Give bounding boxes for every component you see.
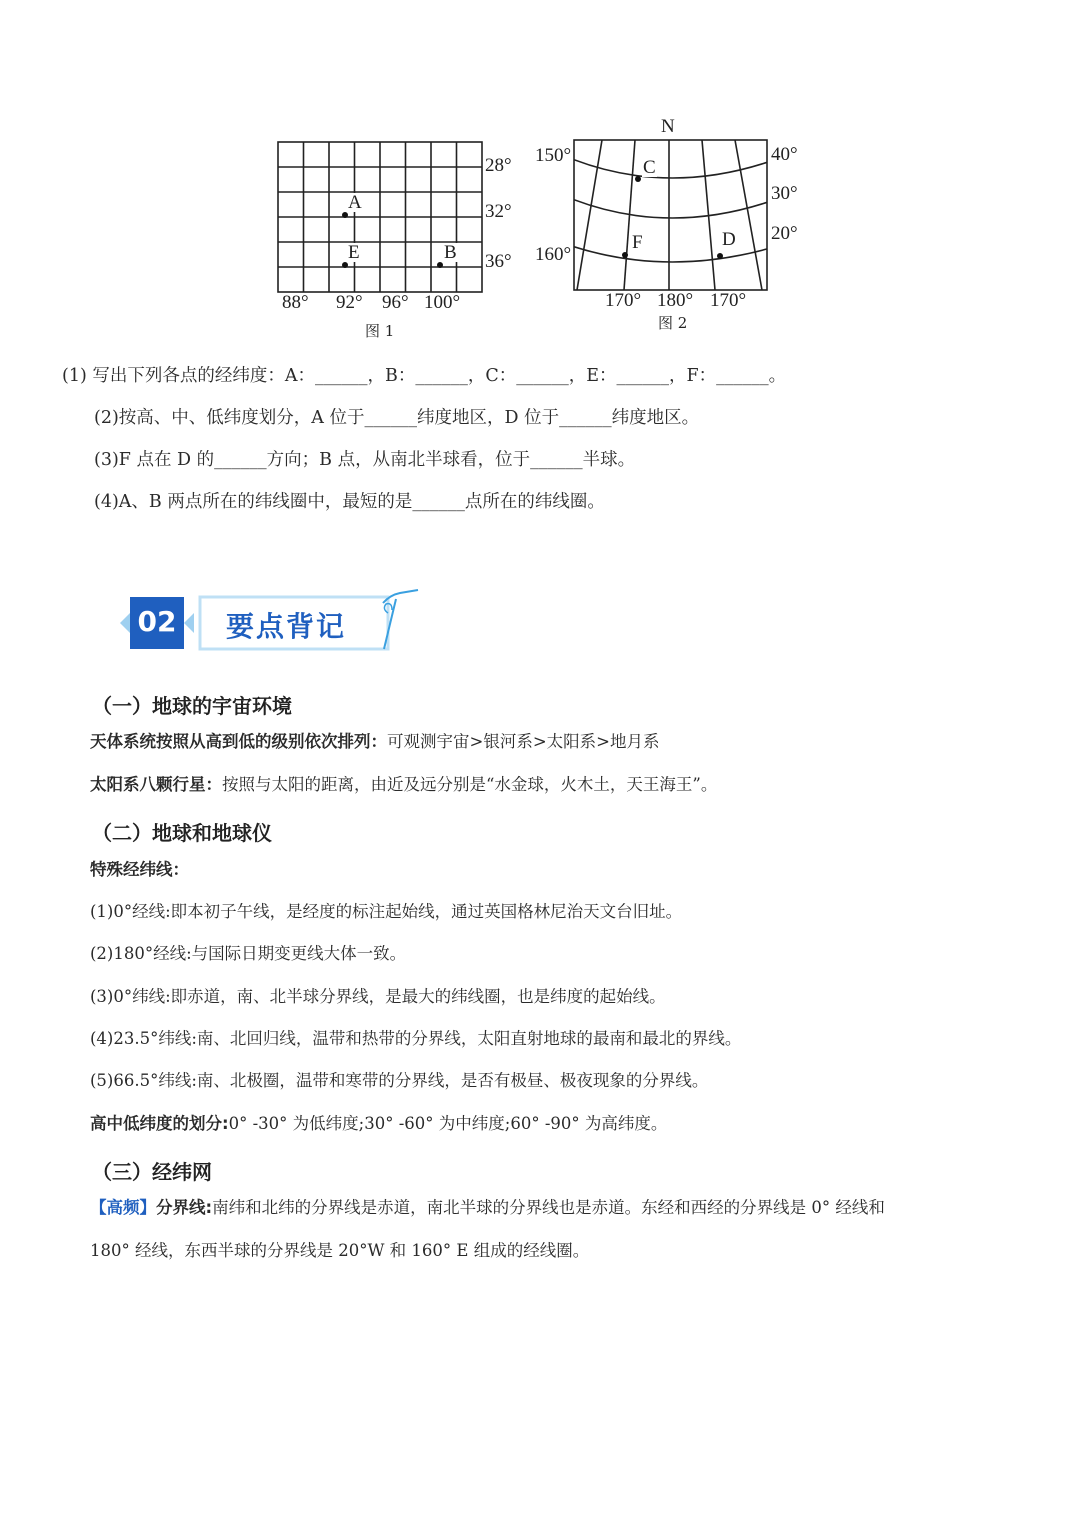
bottom-label-180: 180° [657, 290, 694, 311]
note-line-1 [90, 734, 659, 751]
right-label-20: 20° [771, 223, 798, 244]
note-line-11: 180° 经线，东西半球的分界线是 20°W 和 160° E 组成的经线圈。 [90, 1241, 590, 1260]
note-line-6: (3)0°纬线:即赤道，南、北半球分界线，是最大的纬线圈，也是纬度的起始线。 [90, 987, 666, 1006]
point-b-marker [437, 262, 443, 268]
bottom-label-170e: 170° [710, 290, 747, 311]
banner-number: 02 [137, 605, 177, 638]
note-line-1-text: 可观测宇宙>银河系>太阳系>地月系 [387, 732, 660, 751]
point-e-label: E [348, 242, 360, 263]
note-line-3-lead: 特殊经纬线： [90, 860, 189, 879]
lon-label-96: 96° [382, 292, 409, 313]
high-frequency-tag: 【高频】 [90, 1198, 156, 1217]
figure-1 [270, 130, 530, 345]
note-line-3 [90, 862, 189, 879]
figure-2-caption: 图 2 [658, 314, 688, 332]
banner-title: 要点背记 [226, 610, 347, 643]
note-line-9-text: 0° -30° 为低纬度;30° -60° 为中纬度;60° -90° 为高纬度。 [228, 1114, 668, 1133]
lon-label-92: 92° [336, 292, 363, 313]
note-line-2-lead: 太阳系八颗行星： [90, 775, 222, 794]
right-label-30: 30° [771, 183, 798, 204]
point-c-label: C [643, 157, 656, 178]
north-label: N [661, 116, 675, 137]
point-b-label: B [444, 242, 457, 263]
point-d-label: D [722, 229, 736, 250]
question-1: (1) 写出下列各点的经纬度：A：______，B：______，C：______，E：______，F：______。 [62, 366, 787, 386]
point-d-marker [717, 253, 723, 259]
note-line-8: (5)66.5°纬线:南、北极圈，温带和寒带的分界线，是否有极昼、极夜现象的分界线。 [90, 1071, 709, 1090]
lon-label-88: 88° [282, 292, 309, 313]
right-label-40: 40° [771, 144, 798, 165]
point-a-label: A [348, 192, 362, 213]
point-c-marker [635, 176, 641, 182]
note-line-10-text: 南纬和北纬的分界线是赤道，南北半球的分界线也是赤道。东经和西经的分界线是 0° 经线和 [212, 1198, 885, 1217]
note-line-10-lead: 分界线: [156, 1198, 213, 1217]
left-label-150: 150° [535, 145, 572, 166]
section-banner [118, 585, 428, 660]
point-f-label: F [632, 232, 643, 253]
note-line-10 [90, 1200, 885, 1217]
lat-label-28: 28° [485, 155, 512, 176]
section-heading-1: （一）地球的宇宙环境 [92, 694, 292, 718]
note-line-2-text: 按照与太阳的距离，由近及远分别是“水金球，火木土，天王海王”。 [222, 775, 718, 794]
lat-label-32: 32° [485, 201, 512, 222]
note-line-2 [90, 777, 717, 794]
point-a-marker [342, 212, 348, 218]
note-line-4: (1)0°经线:即本初子午线，是经度的标注起始线，通过英国格林尼治天文台旧址。 [90, 902, 683, 921]
lon-label-100: 100° [424, 292, 461, 313]
figure-1-caption: 图 1 [365, 322, 395, 340]
section-heading-3: （三）经纬网 [92, 1160, 212, 1184]
section-heading-2: （二）地球和地球仪 [92, 821, 272, 845]
note-line-1-lead: 天体系统按照从高到低的级别依次排列： [90, 732, 387, 751]
bottom-label-170w: 170° [605, 290, 642, 311]
point-f-marker [622, 252, 628, 258]
lat-label-36: 36° [485, 251, 512, 272]
question-3: (3)F 点在 D 的______方向；B 点，从南北半球看，位于______半球。 [94, 450, 636, 470]
note-line-9-lead: 高中低纬度的划分: [90, 1114, 229, 1133]
note-line-7: (4)23.5°纬线:南、北回归线，温带和热带的分界线，太阳直射地球的最南和最北的界线。 [90, 1029, 742, 1048]
question-2: (2)按高、中、低纬度划分，A 位于______纬度地区，D 位于______纬度地区。 [94, 408, 700, 428]
left-label-160: 160° [535, 244, 572, 265]
point-e-marker [342, 262, 348, 268]
question-4: (4)A、B 两点所在的纬线圈中，最短的是______点所在的纬线圈。 [94, 492, 605, 512]
note-line-9 [90, 1116, 667, 1133]
note-line-5: (2)180°经线:与国际日期变更线大体一致。 [90, 944, 407, 963]
figure-2 [530, 112, 820, 337]
